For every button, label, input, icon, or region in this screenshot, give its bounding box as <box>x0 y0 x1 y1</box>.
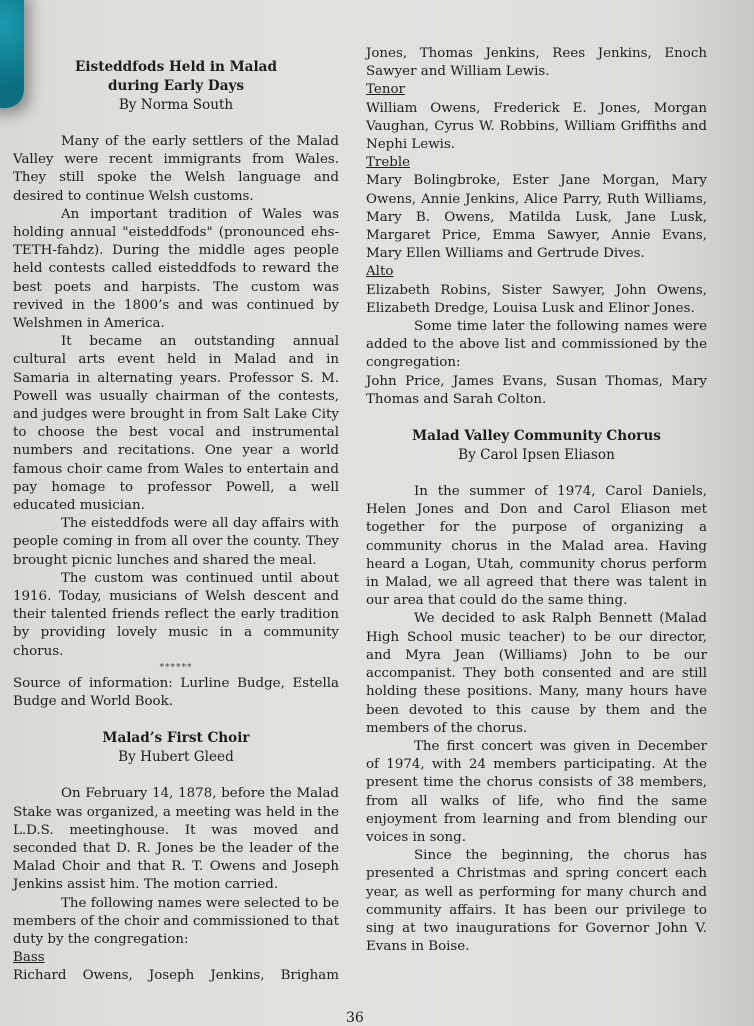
bass-names-end: Jones, Thomas Jenkins, Rees Jenkins, Enoch Sawyer and William Lewis. <box>366 46 707 80</box>
section-label-alto: Alto <box>366 264 394 280</box>
paragraph: The first concert was given in December of 1974, with 24 members participating. At the present time the chorus consists of 38 members, from all walks of life, who find the same enjoyment from learning and from blending our voices in song. <box>366 738 707 845</box>
right-column <box>366 45 707 956</box>
bass-names-start: Richard Owens, Joseph Jenkins, Brigham <box>13 968 339 984</box>
article-byline-carol-eliason: By Carol Ipsen Eliason <box>458 447 615 464</box>
paragraph: On February 14, 1878, before the Malad Stake was organized, a meeting was held in the L.D.S. meetinghouse. It was moved and seconded that D. R. Jones be the leader of the Malad Choir and that R. T. Owens and Joseph Jenkins assist him. The motion carried. <box>13 786 339 893</box>
paragraph: The custom was continued until about 1916. Today, musicians of Welsh descent and their talented friends reflect the early tradition by providing lovely music in a community chorus. <box>13 570 339 659</box>
article-title-first-choir: Malad’s First Choir <box>102 730 250 747</box>
treble-names: Mary Bolingbroke, Ester Jane Morgan, Mary Owens, Annie Jenkins, Alice Parry, Ruth Williams, Mary B. Owens, Matilda Lusk, Jane Lusk, Margaret Price, Emma Sawyer, Annie Evans, Mary Ellen Williams and Gertrude Dives. <box>366 173 707 262</box>
section-label-tenor: Tenor <box>366 82 405 98</box>
paragraph: The eisteddfods were all day affairs with people coming in from all over the county. They brought picnic lunches and shared the meal. <box>13 516 339 568</box>
article-byline-hubert-gleed: By Hubert Gleed <box>118 749 234 766</box>
paragraph: In the summer of 1974, Carol Daniels, Helen Jones and Don and Carol Eliason met together for the purpose of organizing a community chorus in the Malad area. Having heard a Logan, Utah, community chorus perform in Malad, we all agreed that there was talent in our area that could do the same thing. <box>366 484 707 609</box>
paragraph: An important tradition of Wales was holding annual "eisteddfods" (pronounced ehs-TETH-fahdz). During the middle ages people held contests called eisteddfods to reward the best poets and harpists. The custom was revived in the 1800’s and was continued by Welshmen in America. <box>13 206 339 332</box>
article-title-eisteddfods-line2: during Early Days <box>107 78 245 94</box>
article-title-community-chorus: Malad Valley Community Chorus <box>412 428 661 445</box>
paragraph: The following names were selected to be members of the choir and commissioned to that duty by the congregation: <box>13 895 339 947</box>
paragraph: Since the beginning, the chorus has presented a Christmas and spring concert each year, as well as performing for many church and community affairs. It has been our privilege to sing at two inaugurations for Governor John V. Evans in Boise. <box>366 848 707 955</box>
paragraph: It became an outstanding annual cultural arts event held in Malad and in Samaria in alternating years. Professor S. M. Powell was usually chairman of the contests, and judges were brought in from Salt Lake City to choose the best vocal and instrumental numbers and recitations. One year a world famous choir came from Wales to entertain and pay homage to professor Powell, a well educated musician. <box>13 334 339 514</box>
paragraph: Many of the early settlers of the Malad Valley were recent immigrants from Wales. They still spoke the Welsh language and desired to continue Welsh customs. <box>13 134 339 204</box>
page-number: 36 <box>346 1010 364 1026</box>
alto-names: Elizabeth Robins, Sister Sawyer, John Owens, Elizabeth Dredge, Louisa Lusk and Elinor Jones. <box>366 282 707 316</box>
section-label-treble: Treble <box>366 155 411 171</box>
section-separator: ****** <box>159 662 193 673</box>
paragraph: Some time later the following names were added to the above list and commissioned by the congregation: <box>366 319 707 371</box>
section-label-bass: Bass <box>13 950 45 966</box>
paragraph: We decided to ask Ralph Bennett (Malad High School music teacher) to be our director, and Myra Jean (Williams) John to be our accompanist. They both consented and are still holding these positions. Many, many hours have been devoted to this cause by them and the members of the chorus. <box>366 611 707 736</box>
tenor-names: William Owens, Frederick E. Jones, Morgan Vaughan, Cyrus W. Robbins, William Griffiths and Nephi Lewis. <box>366 100 707 153</box>
article-title-eisteddfods-line1: Eisteddfods Held in Malad <box>75 59 277 75</box>
source-note: Source of information: Lurline Budge, Estella Budge and World Book. <box>13 675 339 710</box>
left-column <box>13 56 339 986</box>
later-names: John Price, James Evans, Susan Thomas, Mary Thomas and Sarah Colton. <box>366 373 707 407</box>
article-byline-norma-south: By Norma South <box>118 97 234 113</box>
